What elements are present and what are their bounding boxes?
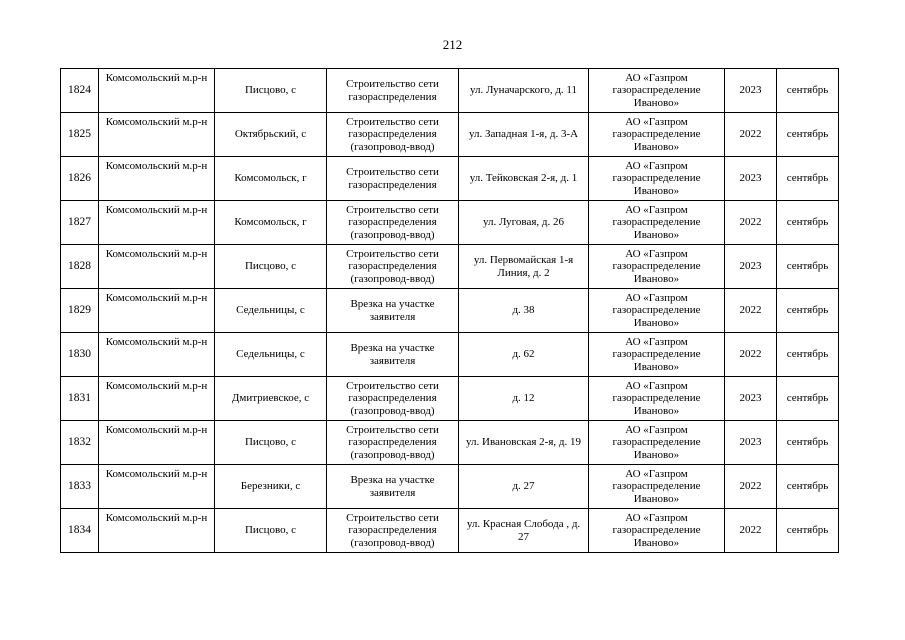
district-cell: Комсомольский м.р-н bbox=[99, 421, 215, 465]
table-row bbox=[61, 289, 839, 333]
row-number: 1829 bbox=[61, 289, 99, 333]
table-body bbox=[61, 69, 839, 553]
year-cell: 2023 bbox=[725, 245, 777, 289]
month-cell: сентябрь bbox=[777, 421, 839, 465]
work-type-cell: Врезка на участке заявителя bbox=[327, 289, 459, 333]
row-number: 1828 bbox=[61, 245, 99, 289]
district-cell: Комсомольский м.р-н bbox=[99, 333, 215, 377]
table-row bbox=[61, 421, 839, 465]
organization-cell: АО «Газпром газораспределение Иваново» bbox=[589, 333, 725, 377]
address-cell: ул. Первомайская 1-я Линия, д. 2 bbox=[459, 245, 589, 289]
table-row bbox=[61, 157, 839, 201]
table-row bbox=[61, 245, 839, 289]
gasification-table bbox=[60, 68, 839, 553]
month-cell: сентябрь bbox=[777, 201, 839, 245]
table-row bbox=[61, 113, 839, 157]
address-cell: ул. Западная 1-я, д. 3-А bbox=[459, 113, 589, 157]
organization-cell: АО «Газпром газораспределение Иваново» bbox=[589, 113, 725, 157]
row-number: 1827 bbox=[61, 201, 99, 245]
month-cell: сентябрь bbox=[777, 509, 839, 553]
row-number: 1834 bbox=[61, 509, 99, 553]
organization-cell: АО «Газпром газораспределение Иваново» bbox=[589, 69, 725, 113]
year-cell: 2022 bbox=[725, 113, 777, 157]
month-cell: сентябрь bbox=[777, 69, 839, 113]
month-cell: сентябрь bbox=[777, 113, 839, 157]
address-cell: д. 27 bbox=[459, 465, 589, 509]
settlement-cell: Писцово, с bbox=[215, 69, 327, 113]
organization-cell: АО «Газпром газораспределение Иваново» bbox=[589, 157, 725, 201]
district-cell: Комсомольский м.р-н bbox=[99, 201, 215, 245]
address-cell: д. 12 bbox=[459, 377, 589, 421]
work-type-cell: Врезка на участке заявителя bbox=[327, 333, 459, 377]
row-number: 1833 bbox=[61, 465, 99, 509]
district-cell: Комсомольский м.р-н bbox=[99, 157, 215, 201]
address-cell: ул. Луначарского, д. 11 bbox=[459, 69, 589, 113]
year-cell: 2022 bbox=[725, 509, 777, 553]
settlement-cell: Писцово, с bbox=[215, 421, 327, 465]
year-cell: 2022 bbox=[725, 289, 777, 333]
year-cell: 2023 bbox=[725, 377, 777, 421]
work-type-cell: Строительство сети газораспределения (газопровод-ввод) bbox=[327, 509, 459, 553]
district-cell: Комсомольский м.р-н bbox=[99, 509, 215, 553]
work-type-cell: Строительство сети газораспределения (газопровод-ввод) bbox=[327, 421, 459, 465]
table-row bbox=[61, 201, 839, 245]
month-cell: сентябрь bbox=[777, 289, 839, 333]
district-cell: Комсомольский м.р-н bbox=[99, 465, 215, 509]
address-cell: ул. Ивановская 2-я, д. 19 bbox=[459, 421, 589, 465]
organization-cell: АО «Газпром газораспределение Иваново» bbox=[589, 421, 725, 465]
organization-cell: АО «Газпром газораспределение Иваново» bbox=[589, 465, 725, 509]
organization-cell: АО «Газпром газораспределение Иваново» bbox=[589, 509, 725, 553]
month-cell: сентябрь bbox=[777, 245, 839, 289]
address-cell: д. 38 bbox=[459, 289, 589, 333]
year-cell: 2023 bbox=[725, 157, 777, 201]
address-cell: ул. Красная Слобода , д. 27 bbox=[459, 509, 589, 553]
month-cell: сентябрь bbox=[777, 157, 839, 201]
table-row bbox=[61, 509, 839, 553]
year-cell: 2022 bbox=[725, 333, 777, 377]
row-number: 1830 bbox=[61, 333, 99, 377]
table-row bbox=[61, 69, 839, 113]
work-type-cell: Строительство сети газораспределения (газопровод-ввод) bbox=[327, 377, 459, 421]
settlement-cell: Комсомольск, г bbox=[215, 201, 327, 245]
district-cell: Комсомольский м.р-н bbox=[99, 113, 215, 157]
year-cell: 2022 bbox=[725, 201, 777, 245]
row-number: 1824 bbox=[61, 69, 99, 113]
settlement-cell: Писцово, с bbox=[215, 509, 327, 553]
organization-cell: АО «Газпром газораспределение Иваново» bbox=[589, 377, 725, 421]
row-number: 1832 bbox=[61, 421, 99, 465]
settlement-cell: Писцово, с bbox=[215, 245, 327, 289]
settlement-cell: Дмитриевское, с bbox=[215, 377, 327, 421]
year-cell: 2023 bbox=[725, 421, 777, 465]
work-type-cell: Строительство сети газораспределения bbox=[327, 157, 459, 201]
settlement-cell: Комсомольск, г bbox=[215, 157, 327, 201]
district-cell: Комсомольский м.р-н bbox=[99, 245, 215, 289]
row-number: 1831 bbox=[61, 377, 99, 421]
district-cell: Комсомольский м.р-н bbox=[99, 289, 215, 333]
work-type-cell: Строительство сети газораспределения bbox=[327, 69, 459, 113]
settlement-cell: Седельницы, с bbox=[215, 289, 327, 333]
work-type-cell: Строительство сети газораспределения (газопровод-ввод) bbox=[327, 201, 459, 245]
settlement-cell: Октябрьский, с bbox=[215, 113, 327, 157]
table-row bbox=[61, 465, 839, 509]
page-number: 212 bbox=[442, 37, 463, 52]
row-number: 1826 bbox=[61, 157, 99, 201]
year-cell: 2023 bbox=[725, 69, 777, 113]
address-cell: ул. Луговая, д. 26 bbox=[459, 201, 589, 245]
organization-cell: АО «Газпром газораспределение Иваново» bbox=[589, 245, 725, 289]
address-cell: д. 62 bbox=[459, 333, 589, 377]
organization-cell: АО «Газпром газораспределение Иваново» bbox=[589, 289, 725, 333]
row-number: 1825 bbox=[61, 113, 99, 157]
work-type-cell: Врезка на участке заявителя bbox=[327, 465, 459, 509]
work-type-cell: Строительство сети газораспределения (газопровод-ввод) bbox=[327, 245, 459, 289]
settlement-cell: Березники, с bbox=[215, 465, 327, 509]
district-cell: Комсомольский м.р-н bbox=[99, 69, 215, 113]
work-type-cell: Строительство сети газораспределения (газопровод-ввод) bbox=[327, 113, 459, 157]
district-cell: Комсомольский м.р-н bbox=[99, 377, 215, 421]
year-cell: 2022 bbox=[725, 465, 777, 509]
table-row bbox=[61, 333, 839, 377]
month-cell: сентябрь bbox=[777, 465, 839, 509]
table-row bbox=[61, 377, 839, 421]
address-cell: ул. Тейковская 2-я, д. 1 bbox=[459, 157, 589, 201]
settlement-cell: Седельницы, с bbox=[215, 333, 327, 377]
month-cell: сентябрь bbox=[777, 377, 839, 421]
organization-cell: АО «Газпром газораспределение Иваново» bbox=[589, 201, 725, 245]
month-cell: сентябрь bbox=[777, 333, 839, 377]
